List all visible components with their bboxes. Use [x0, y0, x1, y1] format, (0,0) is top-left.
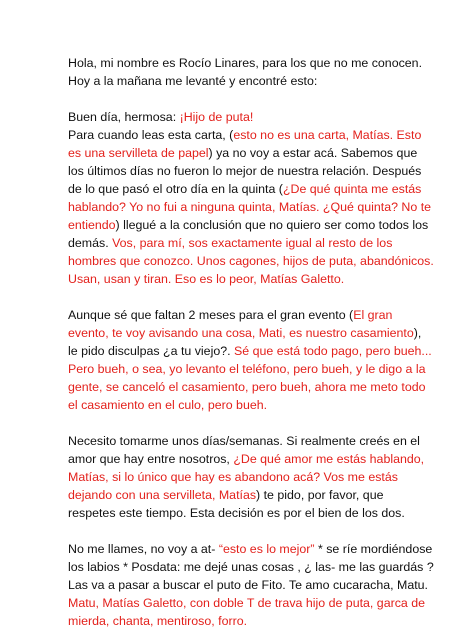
text-span: Buen día, hermosa: — [68, 110, 180, 124]
paragraph-request — [68, 432, 434, 522]
paragraph-intro — [68, 54, 434, 90]
text-span: ) ya no voy a estar acá. Sabemos que los últimos días no fueron lo mejor de nuestra relación. Después de lo que pasó el otro día en la quinta ( — [68, 146, 422, 196]
annotation-span: esto no es una carta, Matías. Esto es una servilleta de papel — [68, 128, 422, 160]
paragraph-closing — [68, 540, 434, 630]
text-span: No me llames, no voy a at- — [68, 542, 219, 556]
annotation-span: ¡Hijo de puta! — [179, 110, 254, 124]
text-span: ), le pido disculpas ¿a tu viejo?. — [68, 326, 422, 358]
annotation-span: Matu, Matías Galetto, con doble T de trava hijo de puta, garca de mierda, chanta, mentiroso, forro. — [68, 596, 426, 628]
annotation-span: Vos, para mí, sos exactamente igual al resto de los hombres que conozco. Unos cagones, hijos de puta, abandónicos. Usan, usan y tiran. Eso es lo peor, Matías Galetto. — [68, 236, 434, 286]
text-span: Necesito tomarme unos días/semanas. Si realmente creés en el amor que hay entre nosotros, — [68, 434, 420, 466]
text-span: ) llegué a la conclusión que no quiero ser como todos los demás. — [68, 218, 429, 250]
paragraph-event — [68, 306, 434, 414]
annotation-span: ¿De qué amor me estás hablando, Matías, si lo único que hay es abandono acá? Vos me estás dejando con una servilleta, Matías — [68, 452, 425, 502]
text-span: Hola, mi nombre es Rocío Linares, para los que no me conocen. Hoy a la mañana me levanté y encontré esto: — [68, 56, 423, 88]
text-span: Aunque sé que faltan 2 meses para el gran evento ( — [68, 308, 354, 322]
annotation-span: ¿De qué quinta me estás hablando? Yo no fui a ninguna quinta, Matías. ¿Qué quinta? No te entiendo — [68, 182, 432, 232]
paragraph-letter-opening — [68, 108, 434, 288]
annotation-span: El gran evento, te voy avisando una cosa, Mati, es nuestro casamiento — [68, 308, 414, 340]
text-span: ) te pido, por favor, que respetes este tiempo. Esta decisión es por el bien de los dos. — [68, 488, 405, 520]
annotation-span: “esto es lo mejor” — [218, 542, 315, 556]
annotation-span: Sé que está todo pago, pero bueh... Pero bueh, o sea, yo levanto el teléfono, pero bueh, y le digo a la gente, se canceló el casamiento, pero bueh, ahora me meto todo el casamiento en el culo, pero bueh. — [68, 344, 432, 412]
text-span: Para cuando leas esta carta, ( — [68, 128, 234, 142]
text-span: * se ríe mordiéndose los labios * Posdata: me dejé unas cosas , ¿ las- me las guardás ? Las va a pasar a buscar el puto de Fito. Te amo cucaracha, Matu. — [68, 542, 434, 592]
